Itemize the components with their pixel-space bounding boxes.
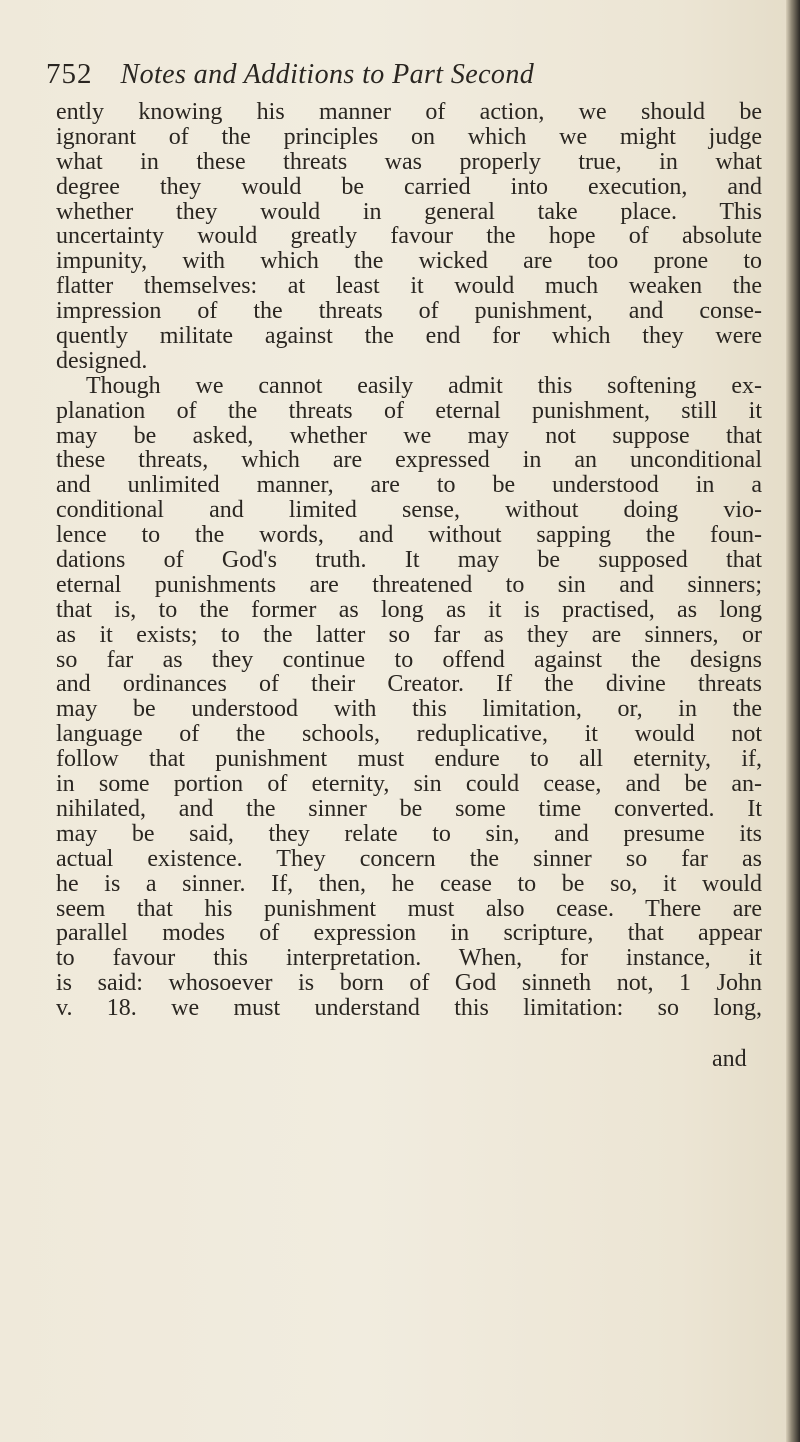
text-line: ently knowing his manner of action, we should be — [56, 99, 762, 125]
text-line: so far as they continue to offend against the designs — [56, 646, 762, 673]
running-title: Notes and Additions to Part Second — [120, 59, 535, 90]
text-line: degree they would be carried into execution, and — [56, 173, 762, 200]
text-line: may be asked, whether we may not suppose that — [56, 422, 762, 449]
text-line: dations of God's truth. It may be supposed that — [56, 547, 762, 574]
text-line: actual existence. They concern the sinner so far as — [56, 845, 762, 872]
text-line: eternal punishments are threatened to sin and sinners; — [56, 571, 762, 598]
text-line: impression of the threats of punishment, and conse- — [56, 298, 762, 325]
text-line: seem that his punishment must also cease. There are — [56, 895, 762, 922]
page-number: 752 — [46, 58, 93, 90]
body-text — [56, 100, 762, 1021]
text-line: may be said, they relate to sin, and presume its — [56, 820, 762, 847]
text-line: is said: whosoever is born of God sinneth not, 1 John — [56, 970, 762, 997]
text-line: and ordinances of their Creator. If the divine threats — [56, 671, 762, 698]
text-line: he is a sinner. If, then, he cease to be so, it would — [56, 870, 762, 897]
text-line: flatter themselves: at least it would much weaken the — [56, 273, 762, 300]
text-line: lence to the words, and without sapping the foun- — [56, 522, 762, 549]
text-line: conditional and limited sense, without doing vio- — [56, 497, 762, 524]
text-line: in some portion of eternity, sin could cease, and be an- — [56, 771, 762, 798]
text-line: language of the schools, reduplicative, it would not — [56, 721, 762, 748]
page-edge-shadow — [786, 0, 800, 1442]
paragraph-start-line: Though we cannot easily admit this softening ex- — [86, 372, 762, 399]
text-line: what in these threats was properly true, in what — [56, 148, 762, 175]
text-line: planation of the threats of eternal punishment, still it — [56, 397, 762, 424]
text-line: nihilated, and the sinner be some time converted. It — [56, 795, 762, 822]
text-line: to favour this interpretation. When, for instance, it — [56, 945, 762, 972]
text-line: parallel modes of expression in scripture, that appear — [56, 920, 762, 947]
text-line: that is, to the former as long as it is practised, as long — [56, 596, 762, 623]
text-line: whether they would in general take place. This — [56, 198, 762, 225]
text-line: and unlimited manner, are to be understood in a — [56, 472, 762, 499]
text-line: quently militate against the end for which they were — [56, 323, 762, 350]
text-line: ignorant of the principles on which we might judge — [56, 123, 762, 150]
page-header — [46, 58, 534, 98]
text-line: follow that punishment must endure to all eternity, if, — [56, 746, 762, 773]
text-line: may be understood with this limitation, or, in the — [56, 696, 762, 723]
text-line: these threats, which are expressed in an unconditional — [56, 447, 762, 474]
catchword: and — [712, 1046, 747, 1072]
text-line: designed. — [56, 347, 148, 374]
text-line: v. 18. we must understand this limitation: so long, — [56, 995, 762, 1022]
text-line: uncertainty would greatly favour the hope of absolute — [56, 223, 762, 250]
text-line: as it exists; to the latter so far as they are sinners, or — [56, 621, 762, 648]
text-line: impunity, with which the wicked are too prone to — [56, 248, 762, 275]
